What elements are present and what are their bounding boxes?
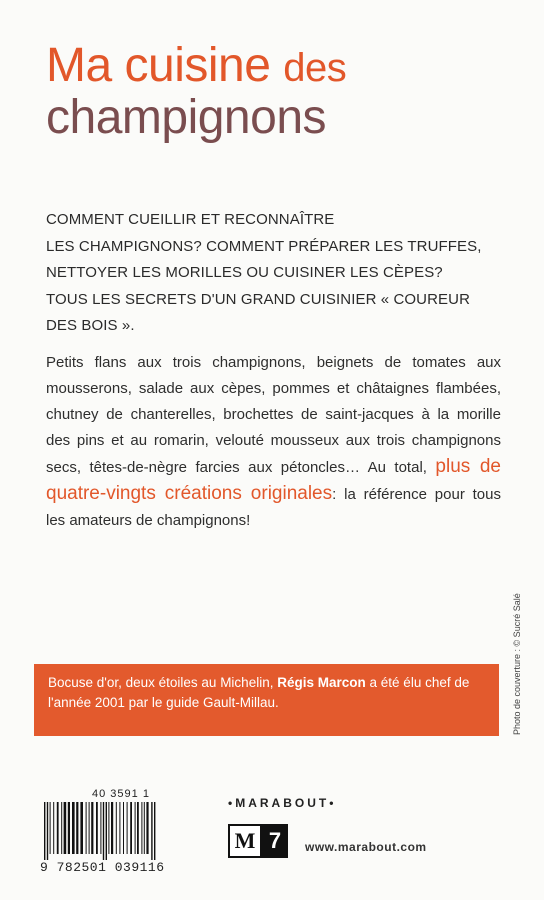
- intro-line: TOUS LES SECRETS D'UN GRAND CUISINIER « COUREUR: [46, 290, 471, 308]
- barcode-bar: [76, 802, 78, 854]
- barcode-bar: [146, 802, 148, 854]
- barcode-bar: [89, 802, 90, 854]
- barcode-bar: [144, 802, 145, 854]
- recipe-description: [46, 350, 501, 534]
- barcode-bar: [64, 802, 67, 854]
- intro-questions: [46, 207, 506, 340]
- bio-after: a été élu chef de l'année 2001 par le guide Gault-Millau.: [48, 675, 470, 710]
- barcode-bar: [68, 802, 70, 854]
- barcode-bar: [154, 802, 155, 860]
- barcode-bar: [103, 802, 104, 860]
- book-title: [46, 39, 347, 144]
- barcode-bar: [108, 802, 109, 854]
- title-main-text: Ma cuisine: [46, 39, 271, 92]
- barcode-bar: [116, 802, 117, 854]
- barcode-bar: [91, 802, 93, 854]
- barcode-bar: [61, 802, 62, 854]
- photo-credit: Photo de couverture : © Sucré Salé: [512, 593, 522, 735]
- barcode-bar: [57, 802, 59, 854]
- logo-letter: M: [228, 824, 262, 858]
- barcode-bar: [96, 802, 98, 854]
- barcode-bar: [127, 802, 128, 854]
- publisher-logo: [228, 824, 288, 858]
- intro-line: COMMENT CUEILLIR ET RECONNAÎTRE: [46, 211, 335, 228]
- publisher-website: www.marabout.com: [305, 840, 427, 854]
- barcode-bar: [111, 802, 113, 854]
- barcode-bar: [137, 802, 139, 854]
- intro-line: NETTOYER LES MORILLES OU CUISINER LES CÈPES?: [46, 264, 443, 281]
- barcode-bar: [50, 802, 51, 854]
- isbn-number: 9 782501 039116: [40, 860, 165, 875]
- barcode-bar: [135, 802, 136, 854]
- logo-number: 7: [262, 824, 288, 858]
- barcode-code: 40 3591 1: [92, 788, 150, 800]
- author-name: Régis Marcon: [277, 675, 366, 690]
- bio-before: Bocuse d'or, deux étoiles au Michelin,: [48, 675, 274, 690]
- barcode-bar: [130, 802, 132, 854]
- intro-line: LES CHAMPIGNONS? COMMENT PRÉPARER LES TRUFFES,: [46, 237, 482, 255]
- barcode-bar: [123, 802, 124, 854]
- barcode-bar: [53, 802, 54, 854]
- barcode-bar: [72, 802, 75, 854]
- description-ending: : la référence pour tous les amateurs de champignons!: [46, 486, 501, 529]
- barcode-bar: [100, 802, 101, 854]
- description-text: Petits flans aux trois champignons, beignets de tomates aux mousserons, salade aux cèpes, pommes et châtaignes flambées, chutney de chanterelles, brochettes de saint-jacques à la morille des pins et au romarin, velouté mousseux aux trois champignons secs, têtes-de-nègre farcies aux pétoncles… Au total,: [46, 354, 501, 476]
- title-small-text: des: [283, 46, 347, 90]
- barcode-bar: [151, 802, 152, 860]
- barcode-bar: [119, 802, 120, 854]
- author-bio-band: [34, 664, 499, 736]
- publisher-name: •MARABOUT•: [228, 796, 337, 810]
- barcode-bar: [44, 802, 45, 860]
- description-highlight: plus de quatre-vingts créations originales: [46, 456, 501, 504]
- title-line-2: champignons: [46, 91, 327, 144]
- title-line-1: [46, 39, 347, 92]
- barcode-bar: [86, 802, 87, 854]
- barcode-bar: [141, 802, 142, 854]
- barcode-bar: [47, 802, 48, 860]
- barcode-bar: [106, 802, 107, 860]
- intro-line: DES BOIS ».: [46, 317, 135, 334]
- barcode-image: [42, 802, 214, 860]
- barcode-bar: [80, 802, 83, 854]
